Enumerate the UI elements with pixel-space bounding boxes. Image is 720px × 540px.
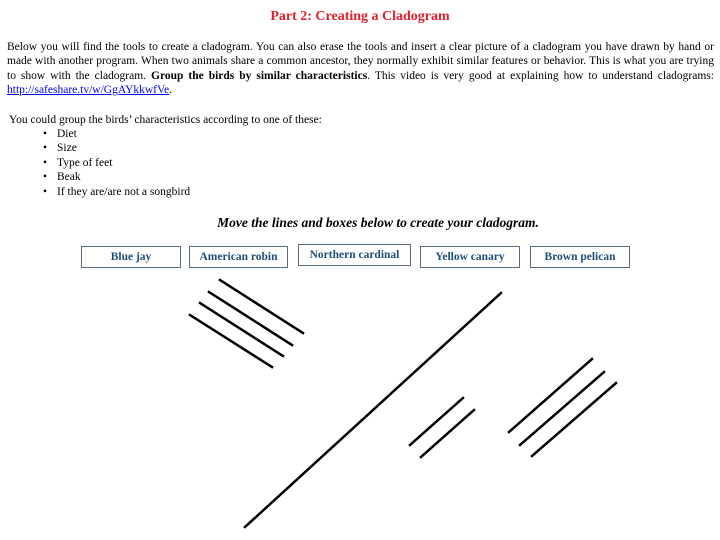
- bullet-icon: •: [43, 171, 48, 184]
- list-item-label: Diet: [57, 128, 77, 140]
- cladogram-main-line[interactable]: [245, 293, 501, 527]
- bullet-icon: •: [43, 156, 48, 169]
- cladogram-line[interactable]: [509, 359, 592, 432]
- intro-after-bold: . This video is very good at explaining how to understand cladograms:: [367, 69, 714, 82]
- page-title: Part 2: Creating a Cladogram: [270, 9, 450, 24]
- bullet-icon: •: [43, 185, 48, 198]
- characteristics-lead: You could group the birds’ characteristics according to one of these:: [9, 114, 322, 126]
- list-item-label: Size: [57, 142, 77, 155]
- bird-box-brown-pelican[interactable]: Brown pelican: [530, 246, 630, 268]
- bird-box-blue-jay[interactable]: Blue jay: [81, 246, 181, 268]
- video-link[interactable]: http://safeshare.tv/w/GgAYkkwfVe: [7, 84, 170, 97]
- list-item-label: Beak: [57, 171, 81, 184]
- instruction-text: Move the lines and boxes below to create your cladogram.: [217, 215, 539, 230]
- cladogram-line[interactable]: [532, 383, 616, 456]
- list-item-label: Type of feet: [57, 156, 113, 169]
- bird-box-american-robin[interactable]: American robin: [189, 246, 288, 268]
- bird-box-northern-cardinal[interactable]: Northern cardinal: [298, 244, 411, 266]
- cladogram-line[interactable]: [410, 398, 463, 445]
- cladogram-line[interactable]: [421, 410, 474, 457]
- intro-bold-text: Group the birds by similar characteristics: [151, 69, 368, 82]
- cladogram-line[interactable]: [520, 372, 604, 445]
- intro-end: .: [169, 84, 173, 97]
- bullet-icon: •: [43, 142, 48, 155]
- bird-box-yellow-canary[interactable]: Yellow canary: [420, 246, 520, 268]
- intro-text: Below you will find the tools to create a cladogram. You can also erase the tools and insert a clear picture of a cladogram you have drawn by hand or made with another program. When two animals share a common ancestor, they normally exhibit similar features or behavior. This is what you are trying to show with the cladogram.: [7, 41, 714, 82]
- bullet-icon: •: [43, 128, 48, 140]
- list-item-label: If they are/are not a songbird: [57, 185, 191, 198]
